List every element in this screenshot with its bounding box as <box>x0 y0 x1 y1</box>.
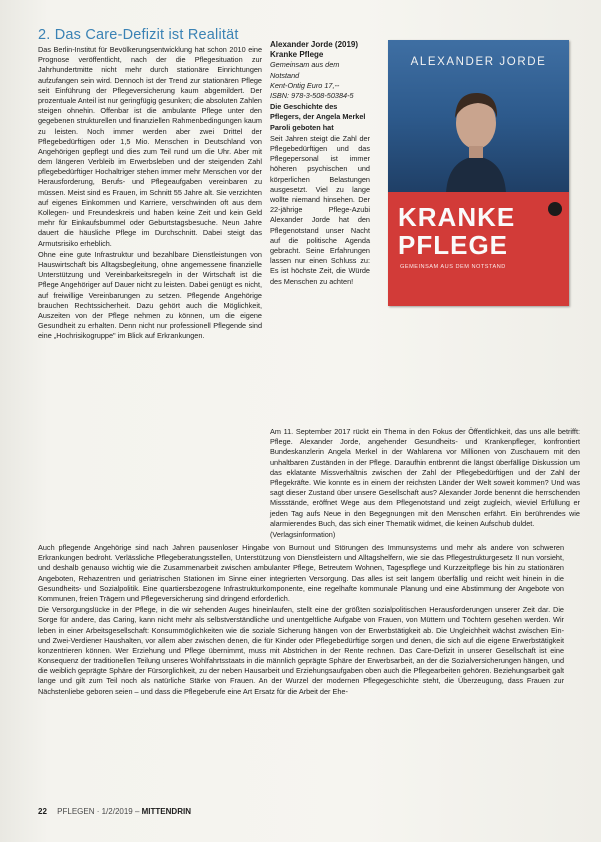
book-source: (Verlagsinformation) <box>270 529 336 539</box>
book-cover-image <box>388 40 569 306</box>
paragraph: Auch pflegende Angehörige sind nach Jahren pausenloser Hingabe von Burnout und Störungen des Immunsystems und mehr als andere von schweren Erkrankungen bedroht. Verlässliche Pflegeberatungsstellen, Unterstützung von Dienstleistern und Alltagshelfern, wie sie das Pflegestrukturgesetz II nun vorsieht, und deshalb genauso wichtig wie die Zusammenarbeit zwischen ambulanter Pflege, Betreutem Wohnen, Tagespflege und Kurzzeitpflege bis hin zu stationären Angeboten, Rehazentren und geriatrischen Stationen im Sinne einer integrierten Versorgung. Das alles ist seit langem überfällig und reicht weit hinein in die Gesundheits- und Sozialpolitik. Eine quartiersbezogene Infrastrukturkomponente, eine regelhafte kommunale Planung und eine Abstimmung der Angebote von Kommunen, freien Trägern und Pflegeversicherung sind dringend erforderlich. <box>38 543 564 603</box>
book-description-text: Am 11. September 2017 rückt ein Thema in den Fokus der Öffentlichkeit, das uns alle betrifft: Pflege. Alexander Jorde, angehender Gesundheits- und Krankenpfleger, konfrontiert Bundeskanzlerin Angela Merkel in der Wahlarena vor Millionen von Zuschauern mit den unhaltbaren Zuständen in der Pflege. Daraufhin entbrennt die längst überfällige Diskussion um das eklatante Missverhältnis zwischen der Zahl der Pflegebedürftigen und der Zahl der Pflegekräfte. Wie konnte es in einem der reichsten Länder der Welt soweit kommen? Und was sagt dieser Zustand über unsere Gesellschaft aus? Alexander Jorde benennt die herrschenden Missstände, eröffnet Wege aus dem Pflegenotstand und zeigt zugleich, wieviel Erfüllung er jeden Tag aufs Neue in den Begegnungen mit den Menschen erfährt. Ein berührendes wie alarmierendes Buch, das sich einer Thematik widmet, die keinen Aufschub duldet. <box>270 427 580 528</box>
section-name: MITTENDRIN <box>141 807 191 816</box>
book-description <box>270 427 580 540</box>
paragraph: Das Berlin-Institut für Bevölkerungsentwicklung hat schon 2010 eine Prognose veröffentlicht, nach der die Pflegesituation zur Jahrhundertmitte nicht mehr durch stationäre Einrichtungen aufzufangen sein wird. Dennoch ist der Trend zur stationären Pflege seit Einführung der Pflegeversicherung kaum abgemildert. Der prozentuale Anteil ist nur geringfügig gesunken; die absoluten Zahlen steigen ohnehin. Offenbar ist die ambulante Pflege unter den gegebenen strukturellen und finanziellen Rahmenbedingungen kaum zu leisten. Noch immer werden aber zwei Drittel der Pflegebedürftigen oder 1,5 Mio. Menschen in Deutschland von Angehörigen gepflegt und dies zum Teil rund um die Uhr. Aber mit dem längeren Verbleib im Erwerbsleben und der steigenden Zahl pflegebedürftiger Hochaltriger stehen immer mehr Menschen vor der Herausforderung, Berufs- und Pflegeaufgaben vereinbaren zu müssen. Meist sind es Frauen, im Schnitt 55 Jahre alt. Sie verzichten auf eigenes Einkommen und Karriere, verschwinden oft aus dem Kollegen- und Freundeskreis und haben keine Zeit und kein Geld mehr für Einkaufsbummel oder Geburtstagsbesuche. Neun Jahre dauert die häusliche Pflege im Durchschnitt. Dabei steigt das Armutsrisiko erheblich. <box>38 45 262 248</box>
book-info <box>270 40 370 287</box>
cover-title-line1: KRANKE <box>398 202 516 232</box>
cover-tagline: GEMEINSAM AUS DEM NOTSTAND <box>400 264 506 270</box>
portrait-illustration <box>436 78 516 193</box>
section-heading: 2. Das Care-Defizit ist Realität <box>38 27 239 43</box>
paragraph: Ohne eine gute Infrastruktur und bezahlbare Dienstleistungen von Hauswirtschaft bis Alltagsbegleitung, ohne angemessene finanzielle Unterstützung und Vereinbarkeitsregeln in der Wirtschaft ist die Pflege Angehöriger auf Dauer nicht zu leisten. Dabei genügt es nicht, auf freiwillige Vereinbarungen zu setzen. Pflegende Angehörige brauchen Rechtssicherheit. Dazu gehört auch die Möglichkeit, Auszeiten von der Pflege nehmen zu können, um die eigene Gesundheit zu erhalten. Denn nicht nur professionell Pflegende sind eine „Hochrisikogruppe" im Blick auf Erkrankungen. <box>38 249 262 341</box>
cover-title-line2: PFLEGE <box>398 230 509 260</box>
book-teaser: Die Geschichte des Pflegers, der Angela Merkel Paroli geboten hat <box>270 102 366 132</box>
book-isbn: ISBN: 978-3-508-50384-5 <box>270 91 354 101</box>
book-subtitle: Gemeinsam aus dem Notstand <box>270 60 340 80</box>
publisher-logo-icon <box>548 202 562 216</box>
page-number: 22 <box>38 807 47 816</box>
book-title: Kranke Pflege <box>270 50 324 60</box>
book-intro: Seit Jahren steigt die Zahl der Pflegebedürftigen und das Pflegepersonal ist immer höheren psychischen und körperlichen Belastungen ausgesetzt. Viel zu lange wollte niemand hinsehen. Der 22-jährige Pflege-Azubi Alexander Jorde hat den Pflegenotstand unser Nacht auf die politische Agenda gebracht. Seine Erfahrungen lassen nur einen Schluss zu: Es ist höchste Zeit, die Würde des Menschen zu achten! <box>270 133 370 286</box>
paragraph: Die Versorgungslücke in der Pflege, in die wir sehenden Auges hineinlaufen, stellt eine der größten sozialpolitischen Herausforderungen unserer Zeit dar. Die Sorge für andere, das Caring, kann nicht mehr als selbstverständliche und unentgeltliche Aufgabe von Frauen, von Müttern und Töchtern gesehen werden. Wir leben in einer Arbeitsgesellschaft: Konsummöglichkeiten wie die soziale Sicherung hängen von der Erwerbstätigkeit ab. Die Ungleichheit wächst zwischen Ein- und Zwei-Verdiener Haushalten, vor allem aber zwischen denen, die für Kinder oder Pflegebedürftige sorgen und denen, die sich auf die eigene Erwerbstätigkeit konzentrieren können. Wer Erziehung und Pflege übernimmt, muss mit Abstrichen in der Rente rechnen. Das Care-Defizit in unserer Gesellschaft ist eine Konsequenz der traditionellen Teilung unseres Wohlfahrtsstaats in die männlich geprägte Sphäre der Erwerbsarbeit, an der die Sozialversicherungen hängen, und die weiblich geprägte Sphäre der Fürsorglichkeit, zu der neben Hausarbeit und Erziehungsaufgaben oben auch die Pflegearbeiten gehören. Beziehungsarbeit galt lange und gilt zum Teil noch als natürliche Stärke von Frauen. An der Wurzel der modernen Pflegegeschichte steht, die Überzeugung, dass Frauen zur Nächstenliebe geboren seien – und dass die Pflegeberufe eine Art Ersatz für die Arbeit der Ehe- <box>38 605 564 696</box>
book-author: Alexander Jorde (2019) <box>270 40 359 49</box>
magazine-name: PFLEGEN · 1/2/2019 – <box>57 807 140 816</box>
bottom-text <box>38 543 564 697</box>
book-publisher: Kent-Ontig Euro 17,-- <box>270 80 340 90</box>
cover-author: ALEXANDER JORDE <box>410 56 547 68</box>
page-footer <box>38 807 191 816</box>
left-column-text <box>38 45 262 341</box>
